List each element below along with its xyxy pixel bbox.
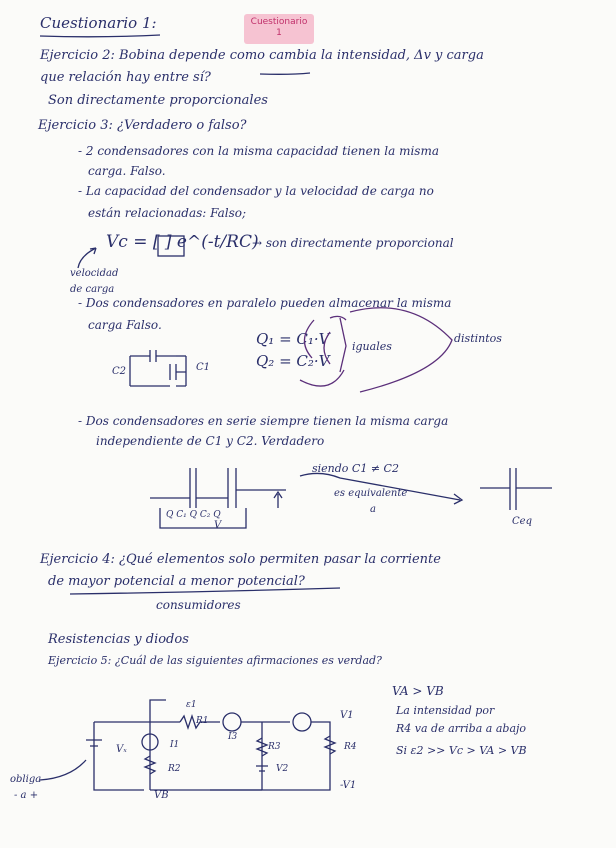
formula-note: → son directamente proporcional: [252, 236, 454, 250]
velocity-label-2: de carga: [70, 284, 115, 295]
obliga-arrow: [40, 760, 86, 780]
r2-label: R2: [168, 764, 181, 774]
iguales-brace-drawing: [300, 308, 452, 392]
ej3-bullet2-line2: están relacionadas: Falso;: [88, 206, 247, 220]
ej3-bullet1-line2: carga. Falso.: [88, 164, 166, 178]
ej3-bullet4-line2: independiente de C1 y C2. Verdadero: [96, 434, 325, 448]
page-title: Cuestionario 1:: [40, 14, 157, 32]
i1-label: I1: [170, 740, 180, 750]
ej2-answer: Son directamente proporcionales: [48, 93, 268, 108]
c1-label: C1: [196, 362, 211, 373]
q1-equation: Q₁ = C₁·V: [256, 330, 330, 348]
ej2-line1: Ejercicio 2: Bobina depende como cambia la intensidad, Δv y carga: [40, 48, 484, 63]
iguales-label: iguales: [352, 340, 392, 353]
e1-label: ε1: [186, 700, 197, 710]
ej5-note-4: Si ε2 >> Vc > VA > VB: [396, 744, 527, 757]
siendo-label: siendo C1 ≠ C2: [312, 462, 399, 475]
ej5-heading: Ejercicio 5: ¿Cuál de las siguientes afirmaciones es verdad?: [48, 654, 382, 667]
obliga-label-2: - a +: [14, 790, 39, 801]
sticker-text: Cuestionario 1: [250, 17, 308, 38]
neg-v1-label: -V1: [340, 780, 357, 791]
vx-label: Vₓ: [116, 744, 127, 755]
r3-label: R3: [268, 742, 281, 752]
ceq-label: Ceq: [512, 516, 532, 527]
series-capacitors-drawing: [150, 468, 552, 528]
vb-label: VB: [154, 790, 169, 801]
q2-equation: Q₂ = C₂·V: [256, 352, 330, 370]
obliga-label-1: obliga: [10, 774, 42, 785]
ej4-answer: consumidores: [156, 598, 241, 612]
distintos-label: distintos: [454, 332, 502, 345]
series-voltage-label: V: [214, 520, 222, 531]
ej4-underline: [70, 588, 340, 594]
charge-formula: Vc = [ ] e^(-t/RC): [106, 232, 259, 252]
i3-label: I3: [228, 732, 238, 742]
ej4-line2: de mayor potencial a menor potencial?: [48, 574, 305, 589]
ej2-underline: [260, 73, 310, 74]
ej5-circuit-drawing: [40, 700, 335, 790]
ej2-line2: que relación hay entre sí?: [40, 70, 211, 85]
formula-box: [158, 236, 184, 256]
ej3-bullet2-line1: - La capacidad del condensador y la velocidad de carga no: [78, 184, 434, 198]
ej3-heading: Ejercicio 3: ¿Verdadero o falso?: [38, 118, 247, 133]
ej4-line1: Ejercicio 4: ¿Qué elementos solo permiten pasar la corriente: [40, 552, 441, 567]
ej5-note-3: R4 va de arriba a abajo: [396, 722, 527, 735]
velocity-label-1: velocidad: [70, 268, 119, 279]
parallel-capacitors-drawing: [130, 350, 186, 386]
ej3-bullet3-line2: carga Falso.: [88, 318, 162, 332]
series-charge-labels: Q C₁ Q C₂ Q: [166, 510, 221, 520]
v1-label: V1: [340, 710, 354, 721]
equivalent-label-2: a: [370, 504, 376, 515]
ej5-note-2: La intensidad por: [396, 704, 495, 717]
ej5-note-1: VA > VB: [392, 684, 444, 698]
ej3-bullet3-line1: - Dos condensadores en paralelo pueden almacenar la misma: [78, 296, 452, 310]
title-underline: [40, 35, 160, 37]
r4-label: R4: [344, 742, 357, 752]
equivalent-label-1: es equivalente: [334, 488, 408, 499]
ej3-bullet4-line1: - Dos condensadores en serie siempre tienen la misma carga: [78, 414, 449, 428]
r1-label: R1: [196, 716, 209, 726]
section-heading: Resistencias y diodos: [48, 632, 189, 647]
c2-label: C2: [112, 366, 127, 377]
ej3-bullet1-line1: - 2 condensadores con la misma capacidad tienen la misma: [78, 144, 440, 158]
v2-label: V2: [276, 764, 289, 774]
velocity-arrow: [78, 248, 96, 268]
